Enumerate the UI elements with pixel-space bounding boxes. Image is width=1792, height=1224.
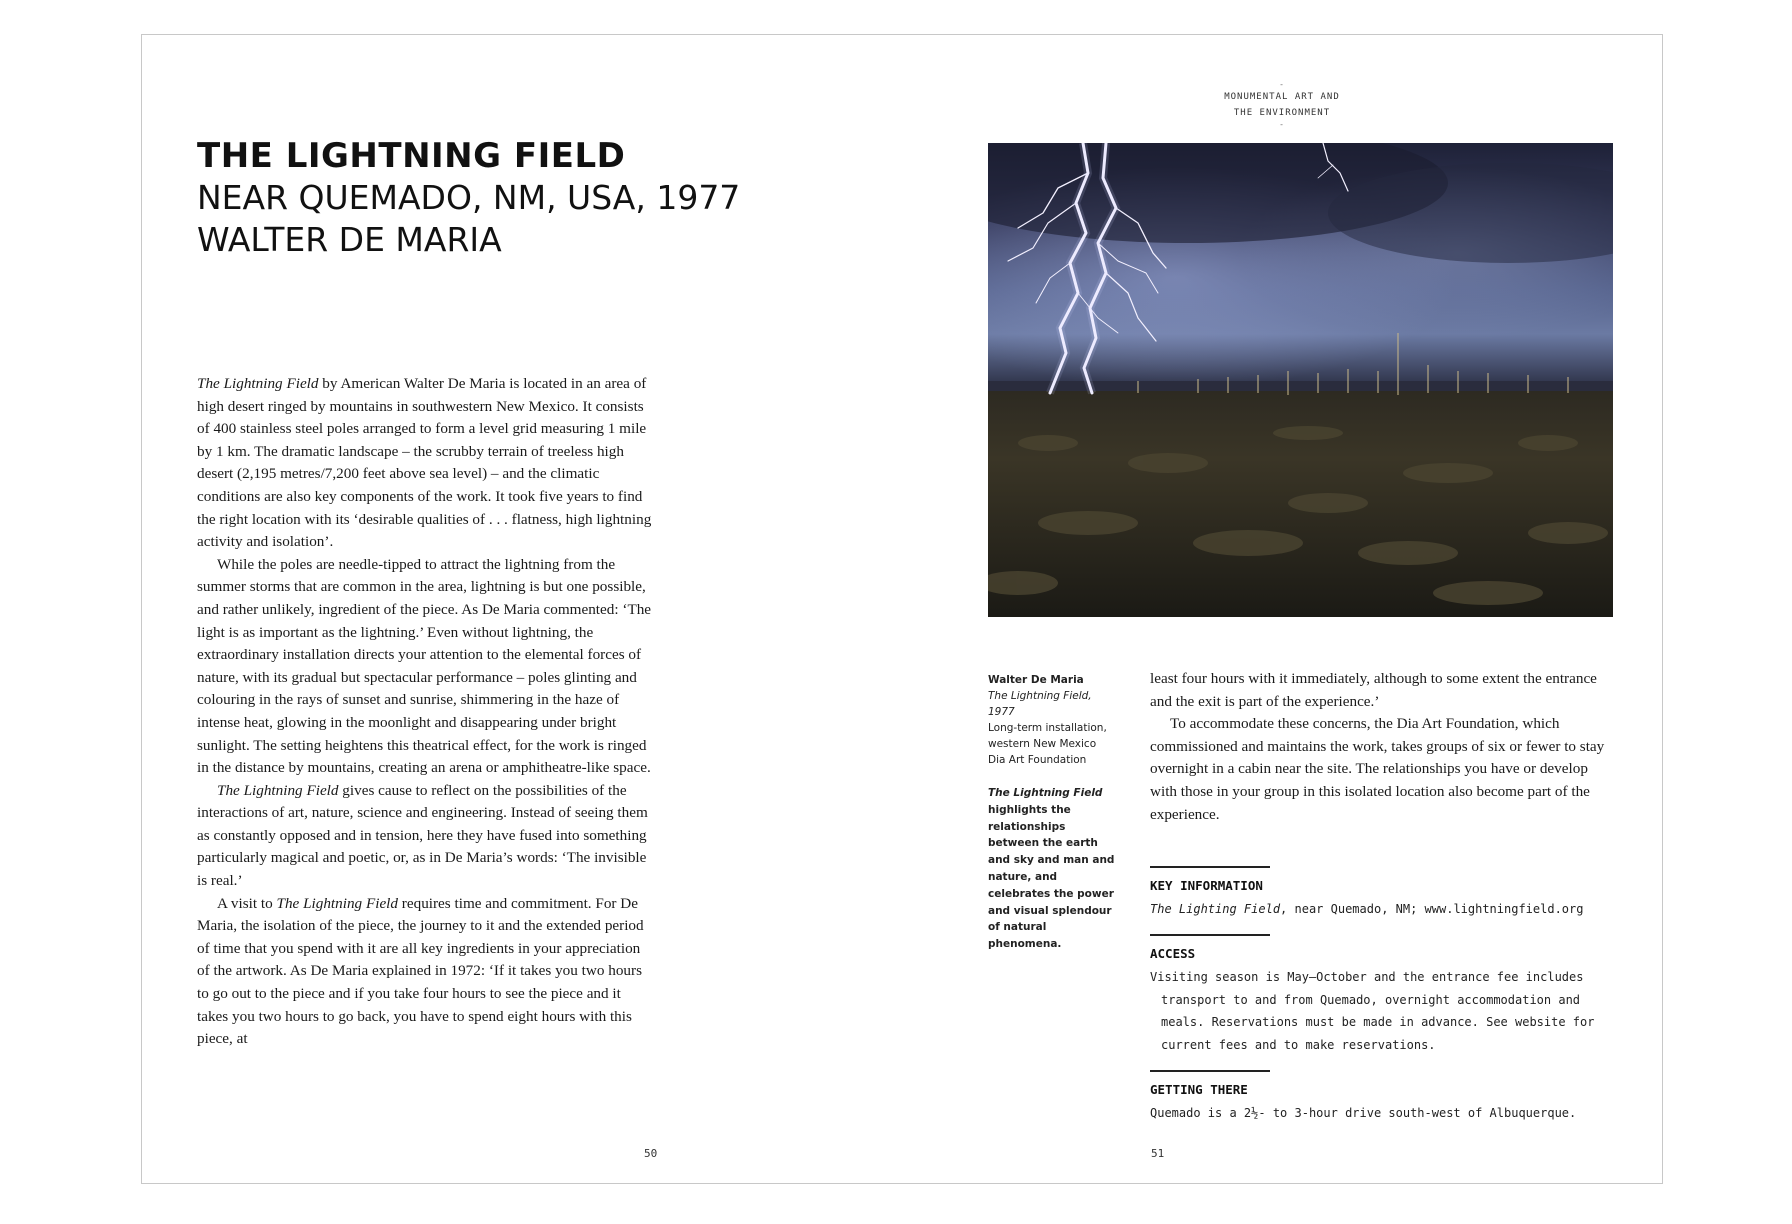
page-number-right: 51 (1151, 1147, 1165, 1160)
italic-title: The Lightning Field (197, 375, 319, 392)
lightning-photo-svg (988, 143, 1613, 617)
body-paragraph: least four hours with it immediately, although to some extent the entrance and the exit is part of the experience.’ (1150, 670, 1597, 710)
access-text (1150, 966, 1615, 1056)
photo-caption (988, 672, 1118, 953)
key-info-italic: The Lighting Field (1150, 902, 1281, 916)
caption-work-title: The Lightning Field, 1977 (988, 690, 1092, 718)
section-rule (1150, 866, 1270, 868)
section-rule (1150, 934, 1270, 936)
caption-location: western New Mexico (988, 738, 1097, 750)
article-artist: WALTER DE MARIA (197, 220, 502, 259)
running-head (1162, 81, 1402, 129)
body-paragraph: To accommodate these concerns, the Dia Art Foundation, which commissioned and maintains the work, takes groups of six or fewer to stay overnight in a cabin near the site. The relationships you have or develop with those in your group in this isolated location also become part of the experience. (1150, 715, 1605, 823)
caption-desc-text: highlights the relationships between the earth and sky and man and nature, and celebrates the power and visual splendour of natural phenomena. (988, 803, 1115, 951)
getting-there-heading: GETTING THERE (1150, 1082, 1248, 1097)
body-paragraph (197, 893, 653, 1051)
lightning-field-photo (988, 143, 1613, 617)
paragraph-text: A visit to (217, 894, 277, 912)
running-head-line1: MONUMENTAL ART AND (1224, 92, 1340, 102)
article-title: THE LIGHTNING FIELD (197, 136, 626, 176)
access-line: current fees and to make reservations. (1161, 1037, 1436, 1052)
left-body-text (197, 373, 653, 1051)
access-line: transport to and from Quemado, overnight accommodation and (1161, 992, 1581, 1007)
access-line: Visiting season is May–October and the entrance fee includes (1150, 970, 1584, 984)
italic-title: The Lightning Field (276, 894, 398, 912)
caption-owner: Dia Art Foundation (988, 754, 1087, 766)
getting-there-section (1150, 1070, 1615, 1125)
left-page (142, 35, 903, 1183)
body-paragraph (197, 373, 653, 554)
key-information-text (1150, 898, 1615, 921)
running-head-line2: THE ENVIRONMENT (1233, 108, 1331, 118)
access-section (1150, 934, 1615, 1056)
page-number-left: 50 (644, 1147, 658, 1160)
body-paragraph (197, 780, 653, 893)
italic-title: The Lightning Field (217, 781, 339, 799)
paragraph-text: While the poles are needle-tipped to attract the lightning from the summer storms that are common in the area, lightning is but one possible, and rather unlikely, ingredient of the piece. As De Maria commented: ‘The light is as important as the lightning.’ Even without lightning, the extraordinary installation directs your attention to the elemental forces of nature, with its gradual but spectacular performance – poles glinting and colouring in the rays of sunset and sunrise, shimmering in the haze of intense heat, glowing in the moonlight and disappearing under bright sunlight. The setting heightens this theatrical effect, for the work is ringed in the distance by mountains, creating an arena or amphitheatre-like space. (197, 555, 652, 777)
key-information-heading: KEY INFORMATION (1150, 878, 1263, 893)
access-heading: ACCESS (1150, 946, 1196, 961)
caption-description (988, 785, 1118, 953)
paragraph-text: gives cause to reflect on the possibilities of the interactions of art, nature, science and engineering. Instead of seeing them as constantly opposed and in tension, here they have fused into something particularly magical and poetic, or, as in De Maria’s words: ‘The invisible is real.’ (197, 781, 648, 890)
paragraph-text: by American Walter De Maria is located in an area of high desert ringed by mountains in southwestern New Mexico. It consists of 400 stainless steel poles arranged to form a level grid measuring 1 mile by 1 km. The dramatic landscape – the scrubby terrain of treeless high desert (2,195 metres/7,200 feet above sea level) – and the climatic conditions are also key components of the work. It took five years to find the right location with its ‘desirable qualities of . . . flatness, high lightning activity and isolation’. (197, 375, 652, 551)
body-paragraph (197, 554, 653, 780)
article-location: NEAR QUEMADO, NM, USA, 1977 (197, 178, 741, 217)
running-head-dot-bottom: - (1279, 120, 1285, 129)
section-rule (1150, 1070, 1270, 1072)
caption-desc-italic: The Lightning Field (988, 787, 1103, 799)
access-line: meals. Reservations must be made in advance. See website for (1161, 1015, 1595, 1029)
getting-there-text: Quemado is a 2½- to 3-hour drive south-west of Albuquerque. (1150, 1106, 1577, 1120)
book-spread (141, 34, 1663, 1184)
caption-artist: Walter De Maria (988, 674, 1084, 686)
article-title-block (197, 135, 837, 261)
paragraph-text: requires time and commitment. For De Maria, the isolation of the piece, the journey to it and the extended period of time that you spend with it are all key ingredients in your appreciation of the artwork. As De Maria explained in 1972: ‘If it takes you two hours to go out to the piece and if you take four hours to see the piece and it takes you two hours to go back, you have to spend eight hours with this piece, at (197, 894, 644, 1048)
right-body-text (1150, 668, 1615, 826)
caption-medium: Long-term installation, (988, 722, 1107, 734)
running-head-dot-top: - (1279, 80, 1285, 89)
key-info-detail: , near Quemado, NM; www.lightningfield.org (1280, 902, 1584, 916)
key-information-section (1150, 866, 1615, 921)
